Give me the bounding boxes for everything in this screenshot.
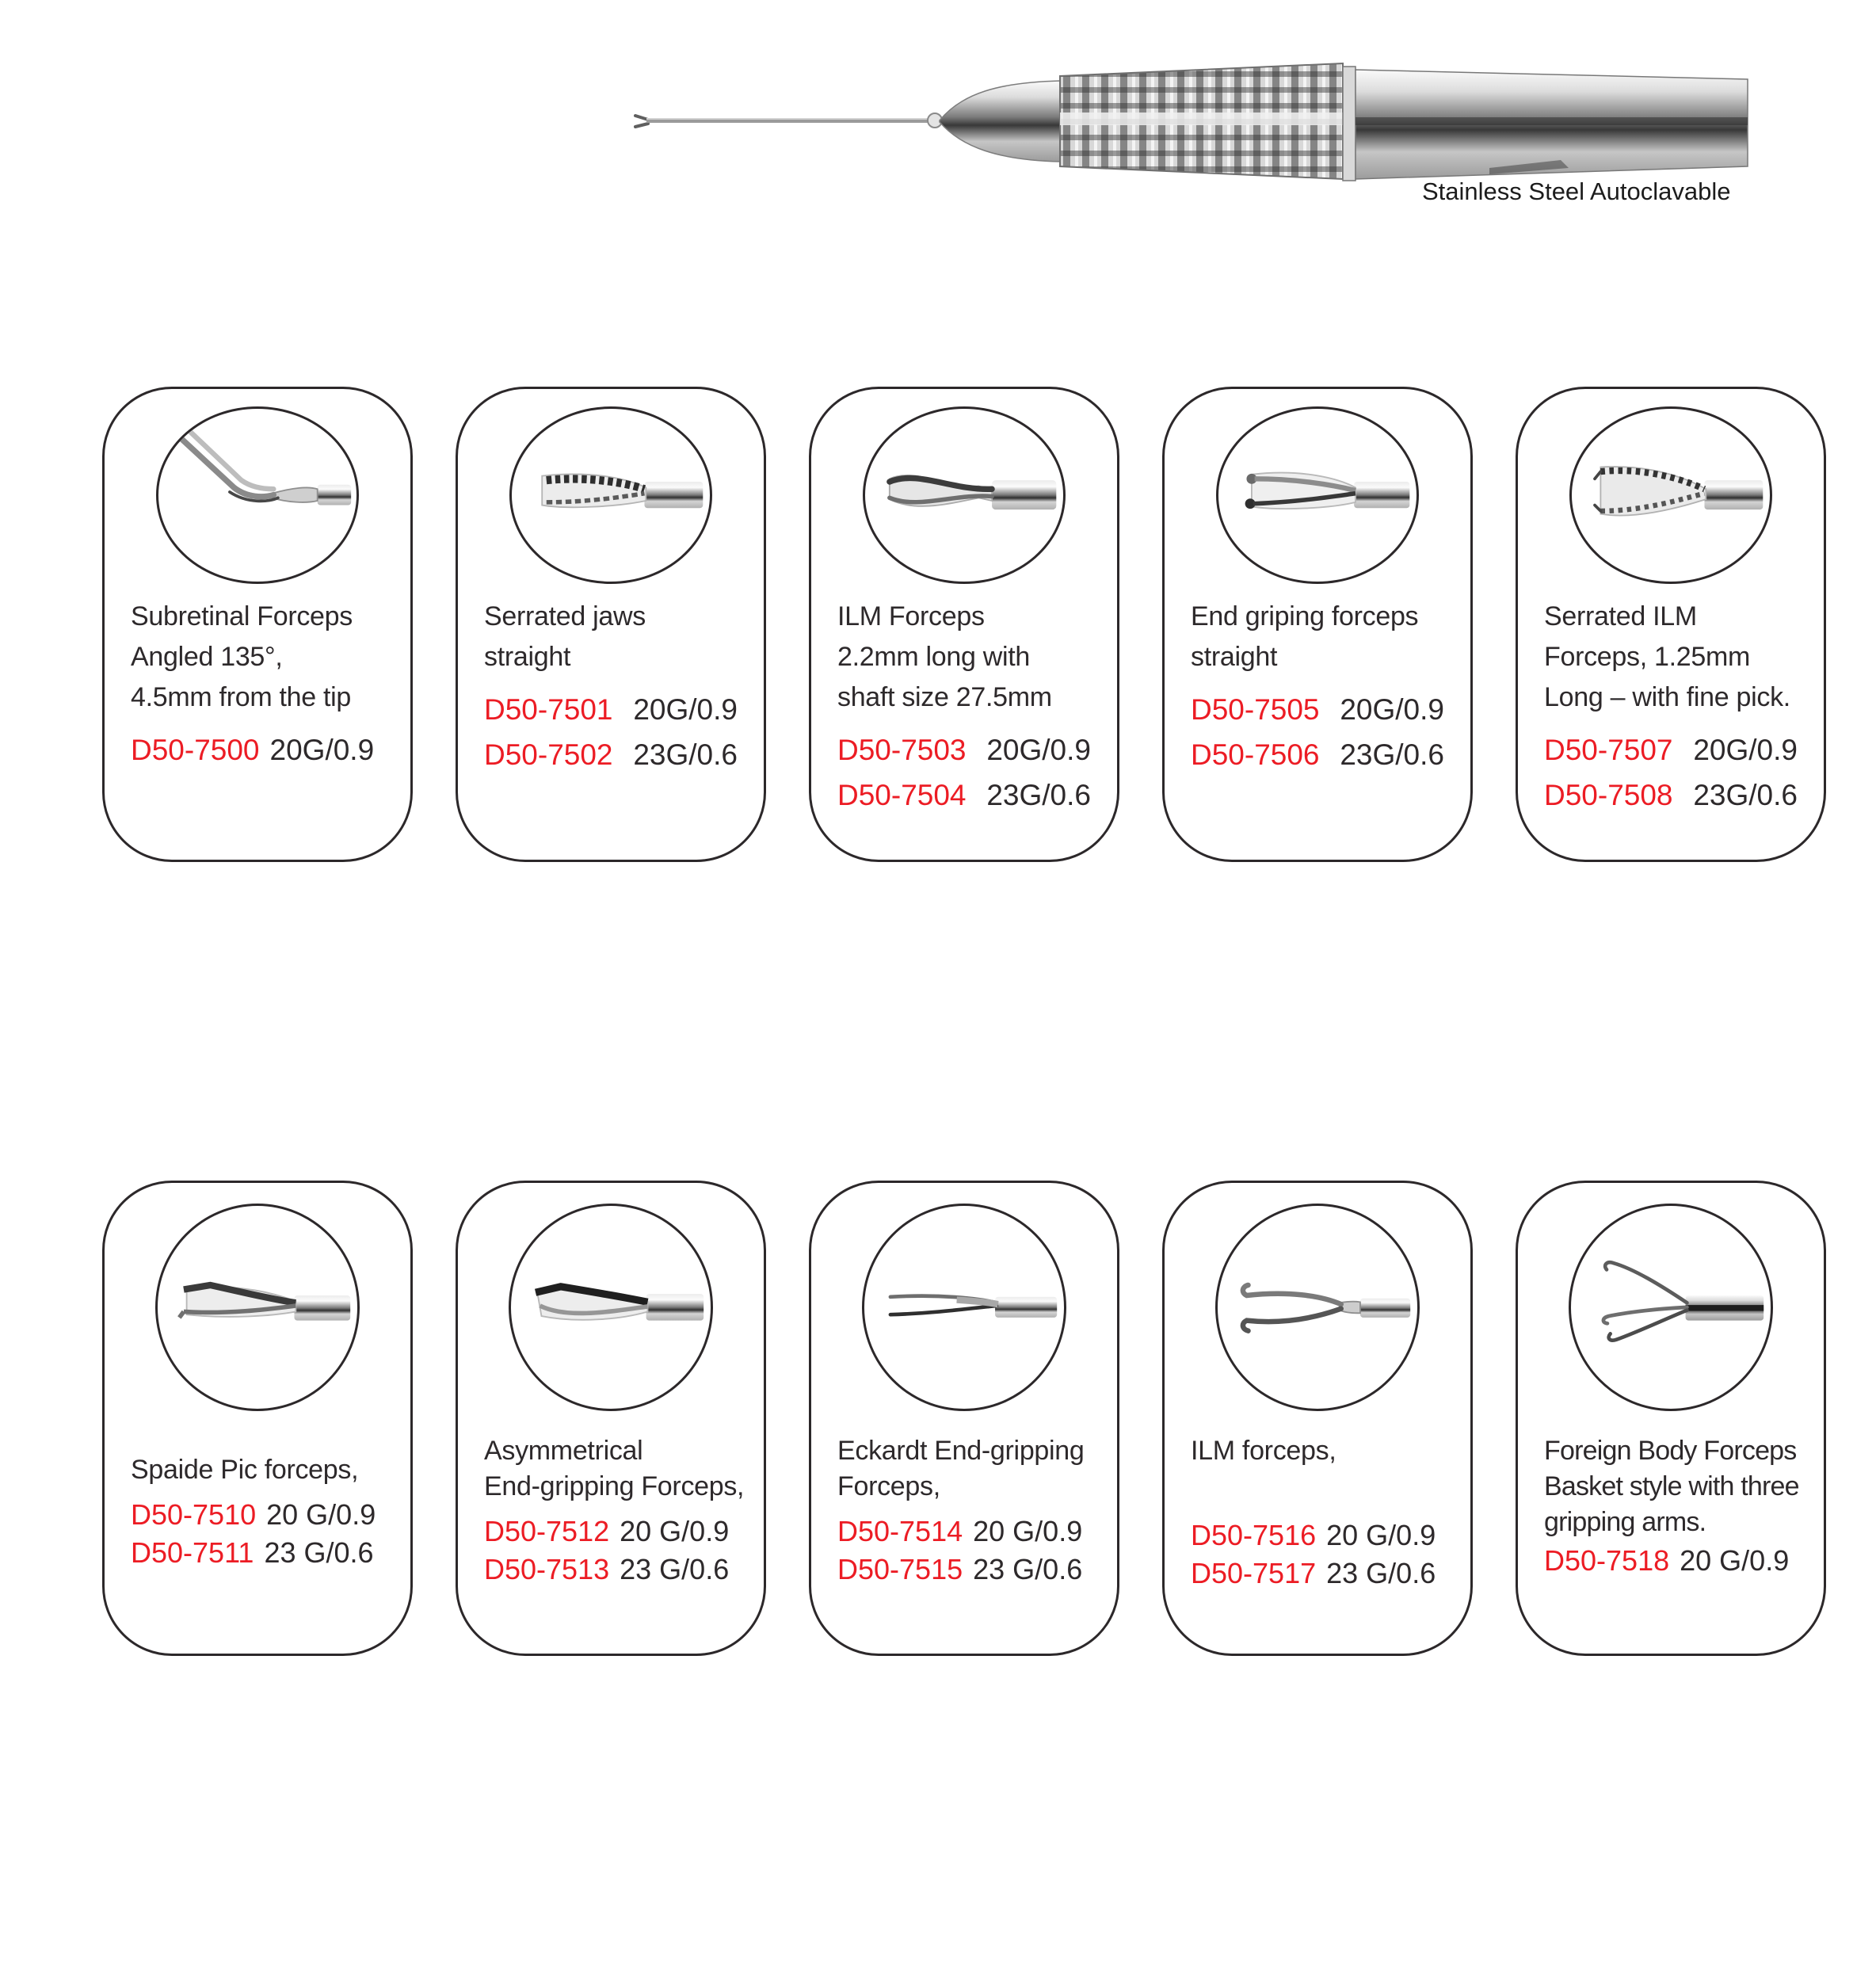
product-title xyxy=(484,597,738,677)
product-info xyxy=(1518,1433,1824,1580)
product-title xyxy=(837,597,1091,718)
product-codes xyxy=(484,687,738,777)
product-card xyxy=(809,1181,1119,1656)
product-code: D50-7510 xyxy=(131,1498,257,1531)
product-code: D50-7507 xyxy=(1544,734,1673,766)
product-codes xyxy=(484,1513,738,1589)
code-row xyxy=(1544,727,1798,773)
eckardt-end-gripping-tip-icon xyxy=(868,1210,1060,1405)
product-title xyxy=(1191,1433,1444,1469)
product-title-line: Serrated jaws xyxy=(484,601,646,631)
tip-photo-frame xyxy=(1569,406,1772,584)
code-row xyxy=(1191,1516,1444,1555)
product-title-line: End-gripping Forceps, xyxy=(484,1471,745,1501)
code-row xyxy=(484,687,738,732)
spaide-pic-tip-icon xyxy=(162,1210,353,1405)
code-row xyxy=(837,1551,1091,1589)
product-gauge: 20G/0.9 xyxy=(986,734,1091,766)
product-code: D50-7500 xyxy=(131,734,260,766)
forceps-fork-tip xyxy=(635,116,648,127)
product-info xyxy=(458,597,764,777)
product-title-line: Subretinal Forceps xyxy=(131,601,353,631)
code-row xyxy=(131,1496,384,1534)
product-title-line: Asymmetrical xyxy=(484,1436,643,1466)
product-title xyxy=(484,1433,745,1505)
tip-photo-frame xyxy=(155,1204,360,1411)
product-title xyxy=(837,1433,1091,1505)
product-card xyxy=(102,387,413,862)
product-title-line: Serrated ILM xyxy=(1544,601,1697,631)
product-title-line: Basket style with three xyxy=(1544,1471,1799,1501)
asymmetrical-end-gripping-tip-icon xyxy=(515,1210,707,1405)
product-codes xyxy=(1191,687,1444,777)
product-title-line: End griping forceps xyxy=(1191,601,1419,631)
product-title-line: Eckardt End-gripping xyxy=(837,1436,1085,1466)
ilm-curved-tip-icon xyxy=(869,412,1059,578)
card-row-bottom xyxy=(102,1181,1826,1656)
product-code: D50-7516 xyxy=(1191,1519,1317,1551)
tip-photo-frame xyxy=(1216,406,1419,584)
serrated-ilm-pick-tip-icon xyxy=(1576,412,1766,578)
product-card xyxy=(1162,387,1473,862)
tip-photo-frame xyxy=(863,406,1066,584)
product-card xyxy=(1516,387,1826,862)
product-code: D50-7514 xyxy=(837,1515,963,1547)
code-row xyxy=(1191,732,1444,777)
product-title-line: Forceps, xyxy=(837,1471,940,1501)
product-title-line: straight xyxy=(1191,642,1278,672)
product-code: D50-7505 xyxy=(1191,693,1320,726)
product-info xyxy=(1518,597,1824,818)
tip-photo-frame xyxy=(156,406,359,584)
code-row xyxy=(1544,773,1798,818)
product-card xyxy=(1516,1181,1826,1656)
product-title-line: 4.5mm from the tip xyxy=(131,682,352,712)
product-code: D50-7517 xyxy=(1191,1557,1317,1589)
product-title xyxy=(131,597,384,718)
angled-forceps-tip-icon xyxy=(162,412,353,578)
product-gauge: 20G/0.9 xyxy=(1693,734,1798,766)
product-title-line: Angled 135°, xyxy=(131,642,283,672)
tip-photo-frame xyxy=(1215,1204,1420,1411)
product-gauge: 23G/0.6 xyxy=(633,738,738,771)
product-info xyxy=(105,1452,410,1572)
product-title xyxy=(1191,597,1444,677)
code-row xyxy=(837,773,1091,818)
code-row xyxy=(837,727,1091,773)
product-gauge: 20 G/0.9 xyxy=(266,1498,376,1531)
product-code: D50-7501 xyxy=(484,693,613,726)
product-gauge: 20G/0.9 xyxy=(633,693,738,726)
code-row xyxy=(484,732,738,777)
code-row xyxy=(484,1513,738,1551)
product-codes xyxy=(1544,727,1798,818)
product-code: D50-7511 xyxy=(131,1536,254,1569)
product-title-line: ILM Forceps xyxy=(837,601,985,631)
product-title xyxy=(131,1452,384,1488)
code-row xyxy=(837,1513,1091,1551)
product-title xyxy=(1544,1433,1798,1540)
code-row xyxy=(131,727,384,773)
code-row xyxy=(1544,1542,1798,1580)
product-card xyxy=(456,387,766,862)
code-row xyxy=(131,1534,384,1572)
product-codes xyxy=(1191,1516,1444,1593)
product-title-line: Foreign Body Forceps xyxy=(1544,1436,1797,1466)
product-code: D50-7506 xyxy=(1191,738,1320,771)
product-codes xyxy=(837,727,1091,818)
product-title-line: Forceps, 1.25mm xyxy=(1544,642,1751,672)
product-title-line: Spaide Pic forceps, xyxy=(131,1455,359,1485)
product-code: D50-7502 xyxy=(484,738,613,771)
code-row xyxy=(484,1551,738,1589)
product-info xyxy=(1165,597,1470,777)
product-code: D50-7513 xyxy=(484,1553,610,1585)
end-gripping-tip-icon xyxy=(1222,412,1413,578)
product-title-line: Long – with fine pick. xyxy=(1544,682,1790,712)
product-codes xyxy=(131,727,384,773)
product-code: D50-7508 xyxy=(1544,779,1673,811)
product-gauge: 23 G/0.6 xyxy=(973,1553,1083,1585)
product-codes xyxy=(131,1496,384,1572)
product-gauge: 20 G/0.9 xyxy=(1680,1544,1790,1577)
product-info xyxy=(458,1433,764,1589)
stainless-steel-forceps-handle-illustration xyxy=(626,55,1767,190)
product-code: D50-7515 xyxy=(837,1553,963,1585)
product-title-line: ILM forceps, xyxy=(1191,1436,1336,1466)
product-code: D50-7518 xyxy=(1544,1544,1670,1577)
tip-photo-frame xyxy=(509,406,712,584)
product-title-line: shaft size 27.5mm xyxy=(837,682,1052,712)
product-gauge: 23 G/0.6 xyxy=(1326,1557,1436,1589)
product-card xyxy=(102,1181,413,1656)
product-gauge: 23 G/0.6 xyxy=(264,1536,374,1569)
product-card xyxy=(1162,1181,1473,1656)
material-caption: Stainless Steel Autoclavable xyxy=(1422,177,1731,205)
code-row xyxy=(1191,687,1444,732)
product-gauge: 23 G/0.6 xyxy=(620,1553,730,1585)
product-title-line: 2.2mm long with xyxy=(837,642,1031,672)
tip-photo-frame xyxy=(1569,1204,1773,1411)
product-card xyxy=(456,1181,766,1656)
tip-photo-frame xyxy=(862,1204,1066,1411)
product-code: D50-7512 xyxy=(484,1515,610,1547)
product-card xyxy=(809,387,1119,862)
product-code: D50-7503 xyxy=(837,734,967,766)
product-gauge: 20 G/0.9 xyxy=(973,1515,1083,1547)
product-info xyxy=(1165,1433,1470,1593)
product-gauge: 23G/0.6 xyxy=(1693,779,1798,811)
ilm-open-prong-tip-icon xyxy=(1222,1210,1413,1405)
product-code: D50-7504 xyxy=(837,779,967,811)
product-gauge: 20 G/0.9 xyxy=(1326,1519,1436,1551)
serrated-jaws-tip-icon xyxy=(516,412,706,578)
product-title-line: straight xyxy=(484,642,571,672)
product-title xyxy=(1544,597,1798,718)
product-gauge: 20 G/0.9 xyxy=(620,1515,730,1547)
product-gauge: 23G/0.6 xyxy=(1340,738,1444,771)
tip-photo-frame xyxy=(509,1204,713,1411)
basket-three-arm-tip-icon xyxy=(1575,1210,1767,1405)
product-info xyxy=(811,1433,1117,1589)
card-row-top xyxy=(102,387,1826,862)
code-row xyxy=(1191,1555,1444,1593)
product-codes xyxy=(1544,1542,1798,1580)
product-codes xyxy=(837,1513,1091,1589)
product-gauge: 23G/0.6 xyxy=(986,779,1091,811)
product-info xyxy=(811,597,1117,818)
product-gauge: 20G/0.9 xyxy=(1340,693,1444,726)
product-info xyxy=(105,597,410,773)
product-title-line: gripping arms. xyxy=(1544,1507,1706,1537)
product-gauge: 20G/0.9 xyxy=(269,734,375,766)
